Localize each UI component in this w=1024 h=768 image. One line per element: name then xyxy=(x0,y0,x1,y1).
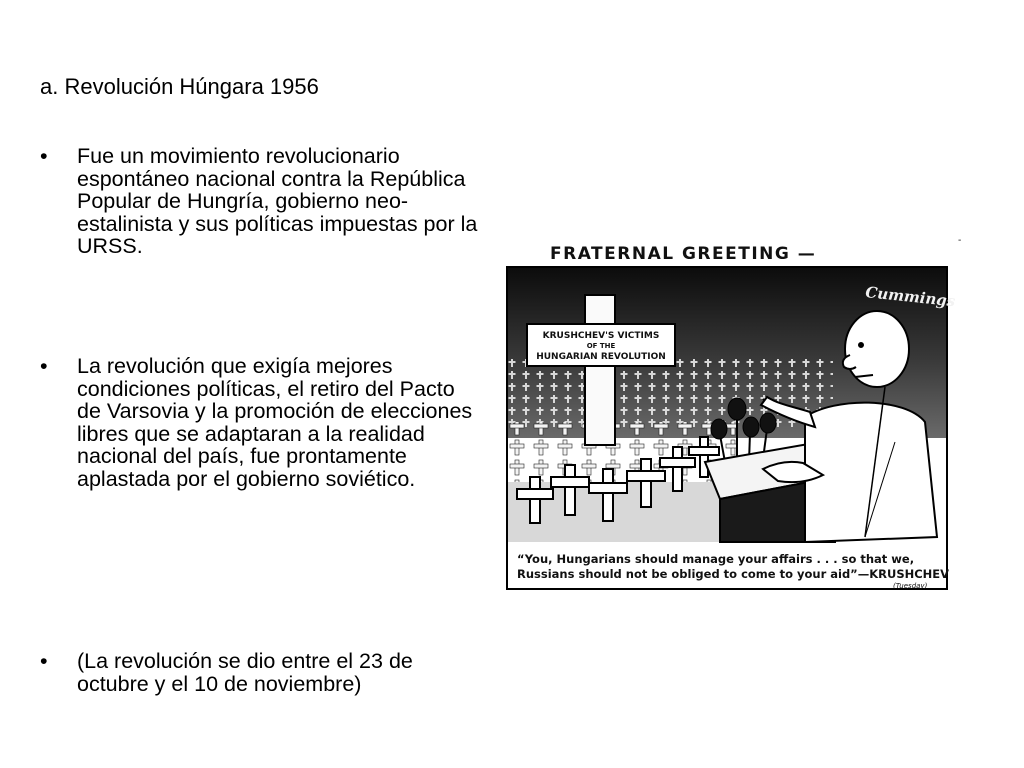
bullet-text: (La revolución se dio entre el 23 de octubre y el 10 de noviembre) xyxy=(77,649,413,696)
bullet-marker: • xyxy=(40,354,48,378)
caption-line-1: “You, Hungarians should manage your affairs . . . so that we, xyxy=(517,552,915,566)
caption-note: (Tuesday) xyxy=(893,582,928,590)
bullet-marker: • xyxy=(40,649,48,673)
cartoon-title: FRATERNAL GREETING — xyxy=(550,244,817,264)
bullet-text: Fue un movimiento revolucionario espontáneo nacional contra la República Popular de Hungría, gobierno neo-estalinista y sus políticas impuestas por la URSS. xyxy=(77,144,478,258)
political-cartoon xyxy=(505,237,971,594)
caption-line-2: Russians should not be obliged to come to your aid”—KRUSHCHEV xyxy=(517,567,950,581)
artist-signature: Cummings xyxy=(864,283,957,311)
sign-line-1: KRUSHCHEV'S VICTIMS xyxy=(542,331,660,341)
dash-mark: - xyxy=(958,237,962,246)
bullet-marker: • xyxy=(40,144,48,168)
slide-heading: a. Revolución Húngara 1956 xyxy=(40,74,319,99)
bullet-text: La revolución que exigía mejores condiciones políticas, el retiro del Pacto de Varsovia y la promoción de elecciones libres que se adaptaran a la realidad nacional del país, fue prontamente aplastada por el gobierno soviético. xyxy=(77,354,473,491)
sign-line-3: HUNGARIAN REVOLUTION xyxy=(536,352,666,362)
sign-line-2: OF THE xyxy=(586,342,616,350)
